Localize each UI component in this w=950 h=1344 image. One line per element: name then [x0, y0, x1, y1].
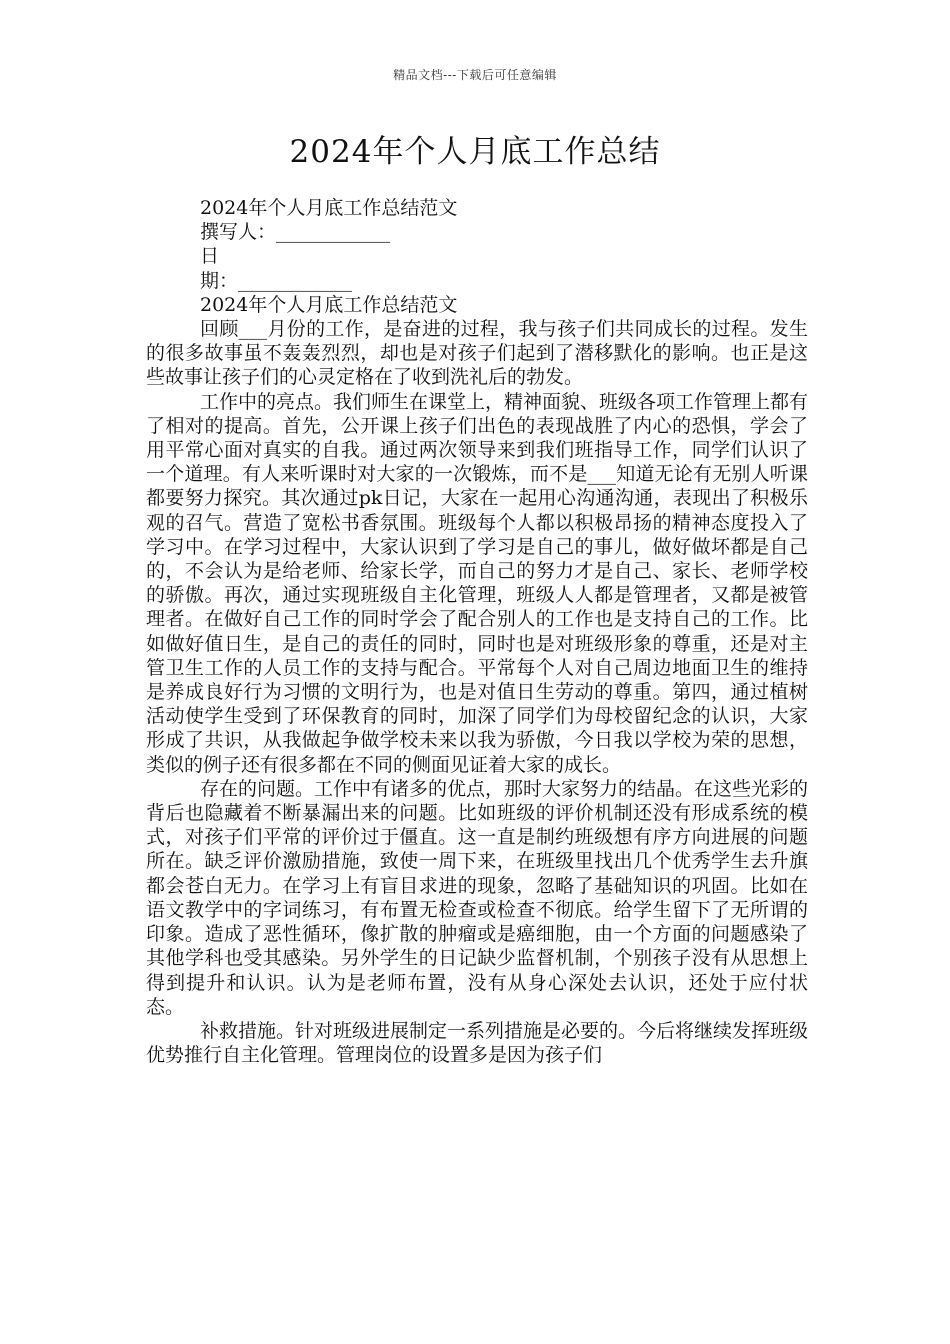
header-note: 精品文档---下载后可任意编辑	[393, 68, 557, 82]
date-char: 日	[200, 245, 220, 268]
date-line: 期：____________	[200, 269, 353, 292]
document-body	[146, 196, 808, 1067]
author-line: 撰写人：____________	[200, 221, 391, 244]
paragraph-review: 回顾___月份的工作，是奋进的过程，我与孩子们共同成长的过程。发生的很多故事虽不轰轰烈烈，却也是对孩子们起到了潜移默化的影响。也正是这些故事让孩子们的心灵定格在了收到洗礼后的勃发。	[146, 318, 808, 389]
paragraph-remedies: 补救措施。针对班级进展制定一系列措施是必要的。今后将继续发挥班级优势推行自主化管理。管理岗位的设置多是因为孩子们	[146, 1019, 809, 1067]
subtitle-repeat: 2024年个人月底工作总结范文	[200, 293, 458, 316]
document-title: 2024年个人月底工作总结	[289, 134, 661, 170]
subtitle: 2024年个人月底工作总结范文	[200, 197, 458, 219]
paragraph-highlights: 工作中的亮点。我们师生在课堂上，精神面貌、班级各项工作管理上都有了相对的提高。首先，公开课上孩子们出色的表现战胜了内心的恐惧，学会了用平常心面对真实的自我。通过两次领导来到我们班指导工作，同学们认识了一个道理。有人来听课时对大家的一次锻炼，而不是___知道无论有无别人听课都要努力探究。其次通过pk日记，大家在一起用心沟通沟通，表现出了积极乐观的召气。营造了宽松书香氛围。班级每个人都以积极昂扬的精神态度投入了学习中。在学习过程中，大家认识到了学习是自己的事儿，做好做坏都是自己的，不会认为是给老师、给家长学，而自己的努力才是自己、家长、老师学校的骄傲。再次，通过实现班级自主化管理，班级人人都是管理者，又都是被管理者。在做好自己工作的同时学会了配合别人的工作也是支持自己的工作。比如做好值日生，是自己的责任的同时，同时也是对班级形象的尊重，还是对主管卫生工作的人员工作的支持与配合。平常每个人对自己周边地面卫生的维持是养成良好行为习惯的文明行为，也是对值日生劳动的尊重。第四，通过植树活动使学生受到了环保教育的同时，加深了同学们为母校留纪念的认识，大家形成了共识，从我做起争做学校未来以我为骄傲，今日我以学校为荣的思想，类似的例子还有很多都在不同的侧面见证着大家的成长。	[146, 390, 809, 776]
paragraph-problems: 存在的问题。工作中有诸多的优点，那时大家努力的结晶。在这些光彩的背后也隐藏着不断暴漏出来的问题。比如班级的评价机制还没有形成系统的模式，对孩子们平常的评价过于僵直。这一直是制约班级想有序方向进展的问题所在。缺乏评价激励措施，致使一周下来，在班级里找出几个优秀学生去升旗都会苍白无力。在学习上有盲目求进的现象，忽略了基础知识的巩固。比如在语文教学中的字词练习，有布置无检查或检查不彻底。给学生留下了无所谓的印象。造成了恶性循环，像扩散的肿瘤或是癌细胞，由一个方面的问题感染了其他学科也受其感染。另外学生的日记缺少监督机制，个别孩子没有从思想上得到提升和认识。认为是老师布置，没有从身心深处去认识，还处于应付状态。	[146, 777, 809, 1018]
